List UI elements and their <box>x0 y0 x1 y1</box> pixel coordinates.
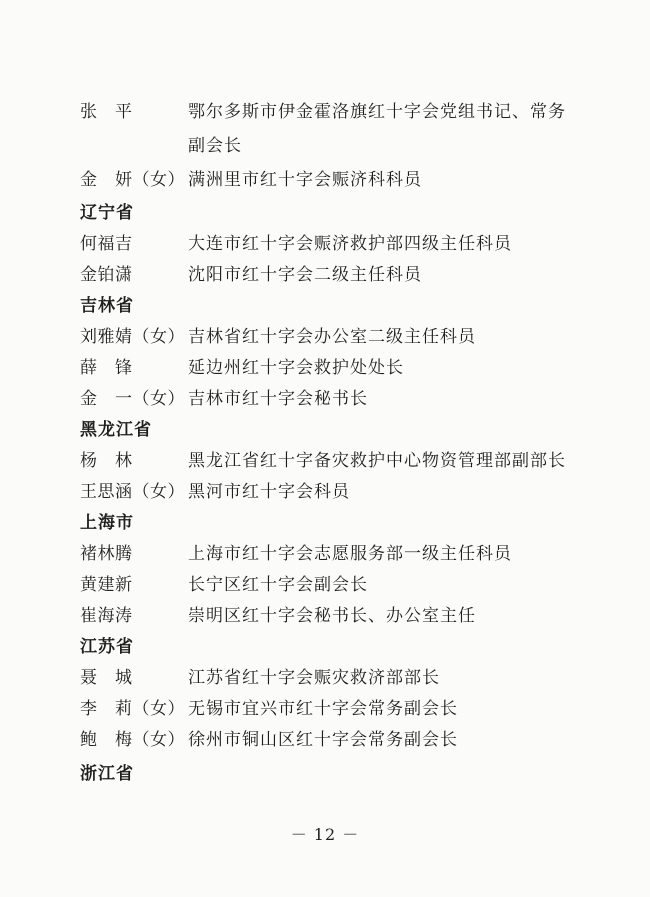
person-name: 刘雅婧（女） <box>80 327 185 347</box>
person-title: 沈阳市红十字会二级主任科员 <box>188 265 422 285</box>
person-name: 杨 林 <box>80 451 133 471</box>
entry-row <box>80 100 566 124</box>
person-title: 长宁区红十字会副会长 <box>188 575 368 595</box>
person-title: 大连市红十字会赈济救护部四级主任科员 <box>188 234 512 254</box>
province-heading: 江苏省 <box>80 637 134 657</box>
person-title: 崇明区红十字会秘书长、办公室主任 <box>188 606 476 626</box>
person-title: 上海市红十字会志愿服务部一级主任科员 <box>188 544 512 564</box>
entry-row <box>80 604 476 628</box>
person-name: 王思涵（女） <box>80 482 185 502</box>
person-name: 崔海涛 <box>80 606 133 626</box>
province-heading: 上海市 <box>80 513 134 533</box>
person-title: 吉林市红十字会秘书长 <box>188 389 368 409</box>
person-name: 李 莉（女） <box>80 699 185 719</box>
page-number: － 12 － <box>290 825 360 844</box>
entry-row <box>80 325 476 349</box>
entry-title-continuation: 副会长 <box>188 136 242 156</box>
entry-row <box>80 263 422 287</box>
entry-row <box>80 666 440 690</box>
person-name: 金铂潇 <box>80 265 133 285</box>
person-name: 金 妍（女） <box>80 170 185 190</box>
entry-row <box>80 573 368 597</box>
entry-row <box>80 449 566 473</box>
entry-row <box>80 387 368 411</box>
person-title: 满洲里市红十字会赈济科科员 <box>188 170 422 190</box>
person-title: 黑河市红十字会科员 <box>188 482 350 502</box>
person-title: 黑龙江省红十字备灾救护中心物资管理部副部长 <box>188 451 566 471</box>
province-heading: 吉林省 <box>80 296 134 316</box>
person-name: 聂 城 <box>80 668 133 688</box>
person-title: 延边州红十字会救护处处长 <box>188 358 404 378</box>
person-name: 何福吉 <box>80 234 133 254</box>
person-name: 鲍 梅（女） <box>80 730 185 750</box>
person-title: 江苏省红十字会赈灾救济部部长 <box>188 668 440 688</box>
province-heading: 浙江省 <box>80 764 134 784</box>
person-title: 吉林省红十字会办公室二级主任科员 <box>188 327 476 347</box>
person-name: 黄建新 <box>80 575 133 595</box>
entry-row <box>80 232 512 256</box>
entry-row <box>80 480 350 504</box>
province-heading: 辽宁省 <box>80 203 134 223</box>
person-title: 无锡市宜兴市红十字会常务副会长 <box>188 699 458 719</box>
person-name: 薛 锋 <box>80 358 133 378</box>
person-title: 鄂尔多斯市伊金霍洛旗红十字会党组书记、常务 <box>188 102 566 122</box>
entry-row <box>80 728 458 752</box>
person-name: 张 平 <box>80 102 133 122</box>
person-name: 金 一（女） <box>80 389 185 409</box>
entry-row <box>80 168 422 192</box>
entry-row <box>80 542 512 566</box>
entry-row <box>80 356 404 380</box>
province-heading: 黑龙江省 <box>80 420 152 440</box>
person-title: 徐州市铜山区红十字会常务副会长 <box>188 730 458 750</box>
entry-row <box>80 697 458 721</box>
person-name: 褚林腾 <box>80 544 133 564</box>
